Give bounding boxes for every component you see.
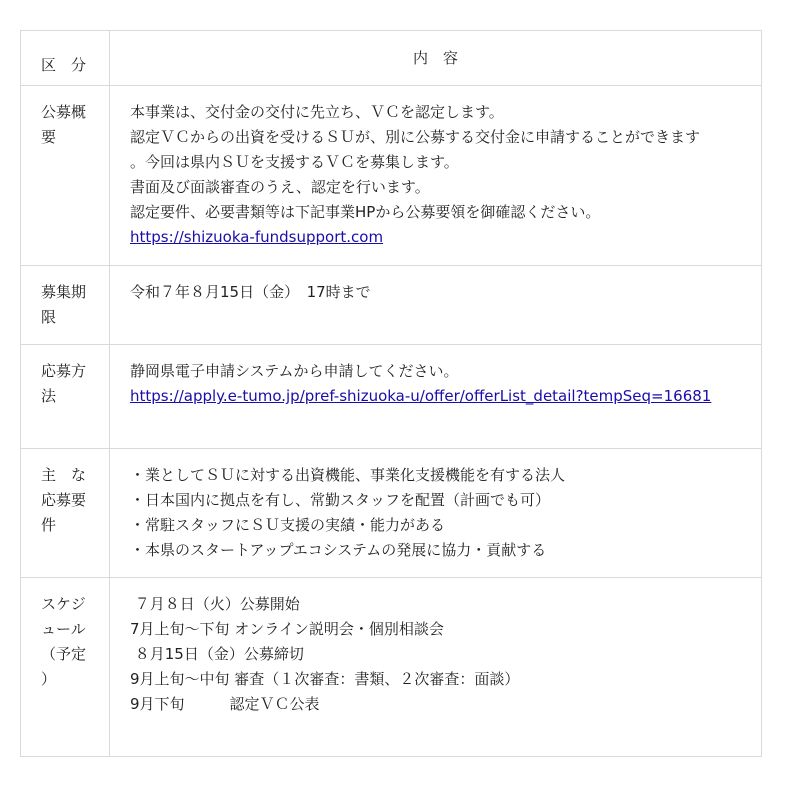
row-label xyxy=(21,578,110,757)
content-line: 令和７年８月15日（金） 17時まで xyxy=(130,283,371,301)
row-schedule xyxy=(21,578,762,757)
row-content xyxy=(110,449,762,578)
e-application-link[interactable]: https://apply.e-tumo.jp/pref-shizuoka-u/offer/offerList_detail?tempSeq=16681 xyxy=(130,387,712,405)
label-line: 公募概 xyxy=(41,103,87,121)
label-line: ュール xyxy=(41,620,86,638)
label-line: 募集期 xyxy=(41,283,87,301)
row-period xyxy=(21,266,762,345)
label-line: 法 xyxy=(41,387,57,405)
content-line: ７月８日（火）公募開始 xyxy=(130,595,300,613)
content-line: ・本県のスタートアップエコシステムの発展に協力・貢献する xyxy=(130,541,547,559)
row-content xyxy=(110,86,762,266)
header-row xyxy=(21,31,762,86)
content-line: 本事業は、交付金の交付に先立ち、ＶＣを認定します。 xyxy=(130,103,504,121)
label-line: 応募方 xyxy=(41,362,87,380)
row-content xyxy=(110,345,762,449)
content-line: ・業としてＳＵに対する出資機能、事業化支援機能を有する法人 xyxy=(130,466,566,484)
content-line: 9月上旬～中旬 審査（１次審査：書類、２次審査：面談） xyxy=(130,670,520,688)
content-line: 書面及び面談審査のうえ、認定を行います。 xyxy=(130,178,430,196)
content-line: 認定ＶＣからの出資を受けるＳＵが、別に公募する交付金に申請することができます xyxy=(130,128,701,146)
content-line: 7月上旬～下旬 オンライン説明会・個別相談会 xyxy=(130,620,444,638)
label-line: 限 xyxy=(41,308,57,326)
label-line: 主 な xyxy=(41,466,87,484)
row-label xyxy=(21,266,110,345)
row-label xyxy=(21,449,110,578)
content-line: ８月15日（金）公募締切 xyxy=(130,645,304,663)
row-method xyxy=(21,345,762,449)
content-line: 。今回は県内ＳＵを支援するＶＣを募集します。 xyxy=(130,153,459,171)
content-line: ・常駐スタッフにＳＵ支援の実績・能力がある xyxy=(130,516,446,534)
label-line: 応募要 xyxy=(41,491,87,509)
label-line: （予定 xyxy=(41,645,87,663)
label-line: 件 xyxy=(41,516,57,534)
row-overview xyxy=(21,86,762,266)
content-line: ・日本国内に拠点を有し、常勤スタッフを配置（計画でも可） xyxy=(130,491,551,509)
fundsupport-link[interactable]: https://shizuoka-fundsupport.com xyxy=(130,228,384,246)
row-requirements xyxy=(21,449,762,578)
content-line: 静岡県電子申請システムから申請してください。 xyxy=(130,362,459,380)
row-label xyxy=(21,86,110,266)
label-line: 要 xyxy=(41,128,57,146)
header-kubun: 区 分 xyxy=(21,31,110,86)
row-content xyxy=(110,578,762,757)
label-line: ） xyxy=(41,670,57,688)
recruitment-table xyxy=(20,30,762,757)
header-naiyou: 内 容 xyxy=(110,31,762,86)
content-line: 9月下旬 認定ＶＣ公表 xyxy=(130,695,320,713)
row-label xyxy=(21,345,110,449)
content-line: 認定要件、必要書類等は下記事業HPから公募要領を御確認ください。 xyxy=(130,203,601,221)
label-line: スケジ xyxy=(41,595,86,613)
row-content xyxy=(110,266,762,345)
